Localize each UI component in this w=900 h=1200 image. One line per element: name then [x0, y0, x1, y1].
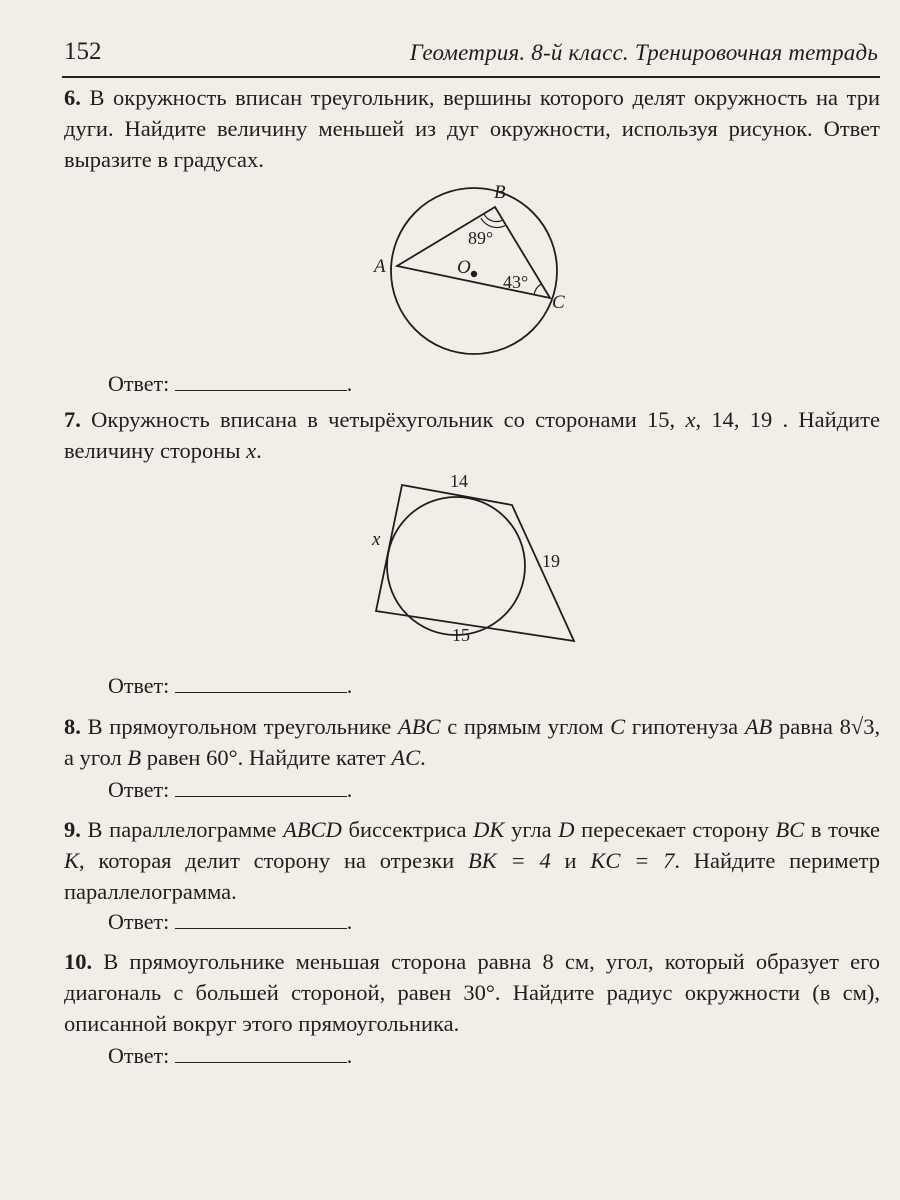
- angle-c-arc: [534, 284, 541, 295]
- task-9-statement-h: . Найдите периметр параллелограмма.: [64, 848, 881, 904]
- label-c: C: [552, 292, 565, 313]
- task-6-answer: Ответ: .: [108, 371, 353, 396]
- task-8-number: 8.: [64, 714, 81, 739]
- task-10-answer-field[interactable]: [175, 1042, 347, 1063]
- task-10-answer: Ответ: .: [108, 1043, 353, 1068]
- task-7-answer-label: Ответ:: [108, 673, 170, 698]
- label-a: A: [374, 256, 386, 277]
- task-9-statement-a: В параллелограмме: [87, 817, 277, 842]
- task-7-number: 7.: [64, 407, 81, 432]
- task-9-statement-d: пересекает сторону: [581, 817, 769, 842]
- task-9-answer: Ответ: .: [108, 909, 353, 934]
- task-7-answer-field[interactable]: [175, 672, 347, 693]
- task-8-ac: AC: [391, 745, 421, 770]
- task-10-text: [64, 946, 880, 1039]
- task-6-number: 6.: [64, 85, 81, 110]
- task-9-bk: BK = 4: [467, 848, 551, 873]
- side-left-label: x: [372, 529, 381, 550]
- running-header-title: Геометрия. 8-й класс. Тренировочная тетрадь: [409, 40, 878, 65]
- page-number: 152: [64, 38, 102, 65]
- task-9-statement-g: и: [564, 848, 577, 873]
- side-top-label: 14: [450, 471, 468, 491]
- label-o: O: [457, 257, 471, 278]
- angle-c-value: 43°: [503, 272, 529, 292]
- angle-b-value: 89°: [468, 228, 494, 248]
- task-9-statement-c: угла: [511, 817, 552, 842]
- task-8-statement-b: с прямым углом: [447, 714, 604, 739]
- task-8-answer: Ответ: .: [108, 777, 353, 802]
- task-9-dk: DK: [473, 817, 505, 842]
- task-10-statement: В прямоугольнике меньшая сторона равна 8 см, угол, который образует его диагональ с большей стороной, равен 30°. Найдите радиус окружности (в см), описанной вокруг этого прямоугольника.: [64, 949, 881, 1036]
- task-8-answer-label: Ответ:: [108, 777, 170, 802]
- task-9-statement-b: биссектриса: [348, 817, 467, 842]
- task-7-answer: Ответ: .: [108, 673, 353, 698]
- task-7-statement-b: , 14, 19 . Найдите величину стороны: [64, 407, 881, 463]
- task-9-answer-field[interactable]: [175, 908, 347, 929]
- task-8-b: B: [127, 745, 142, 770]
- task-8-statement-end: .: [420, 745, 426, 770]
- task-9-k: K: [64, 848, 80, 873]
- task-9-statement-f: , которая делит сторону на отрезки: [79, 848, 455, 873]
- task-9-text: [64, 814, 880, 907]
- task-9-abcd: ABCD: [283, 817, 342, 842]
- task-9-d: D: [558, 817, 575, 842]
- incircle: [387, 497, 525, 635]
- task-8-statement-c: гипотенуза: [631, 714, 739, 739]
- task-8-abc: ABC: [398, 714, 441, 739]
- task-8-text: [64, 711, 880, 773]
- task-8-ab: AB: [744, 714, 773, 739]
- side-right-label: 19: [542, 551, 560, 571]
- task-7-text: [64, 404, 880, 466]
- side-bottom-label: 15: [452, 625, 470, 645]
- center-point: [471, 271, 477, 277]
- task-6-statement: В окружность вписан треугольник, вершины которого делят окружность на три дуги. Найдите величину меньшей из дуг окружности, используя рисунок. Ответ выразите в градусах.: [64, 85, 881, 172]
- task-8-answer-field[interactable]: [175, 776, 347, 797]
- task-8-c: C: [610, 714, 626, 739]
- task-8-statement-d: равна 8√3, а угол: [64, 714, 881, 770]
- task-7-statement-a: Окружность вписана в четырёхугольник со сторонами 15,: [91, 407, 676, 432]
- task-7-statement-end: .: [256, 438, 262, 463]
- task-7-var-1: x: [685, 407, 696, 432]
- task-9-number: 9.: [64, 817, 81, 842]
- task-8-statement-a: В прямоугольном треугольнике: [87, 714, 392, 739]
- task-9-bc: BC: [775, 817, 805, 842]
- task-7-var-2: x: [246, 438, 257, 463]
- task-9-kc: KC = 7: [590, 848, 675, 873]
- task-6-answer-field[interactable]: [175, 370, 347, 391]
- task-6-text: [64, 82, 880, 175]
- task-8-statement-e: равен 60°. Найдите катет: [146, 745, 386, 770]
- task-10-answer-label: Ответ:: [108, 1043, 170, 1068]
- task-10-number: 10.: [64, 949, 93, 974]
- figure-tangential-quadrilateral: [360, 465, 600, 660]
- task-9-answer-label: Ответ:: [108, 909, 170, 934]
- task-6-answer-label: Ответ:: [108, 371, 170, 396]
- figure-inscribed-triangle: [360, 180, 600, 380]
- label-b: B: [494, 182, 506, 203]
- task-9-statement-e: в точке: [810, 817, 881, 842]
- header-divider: [62, 76, 880, 78]
